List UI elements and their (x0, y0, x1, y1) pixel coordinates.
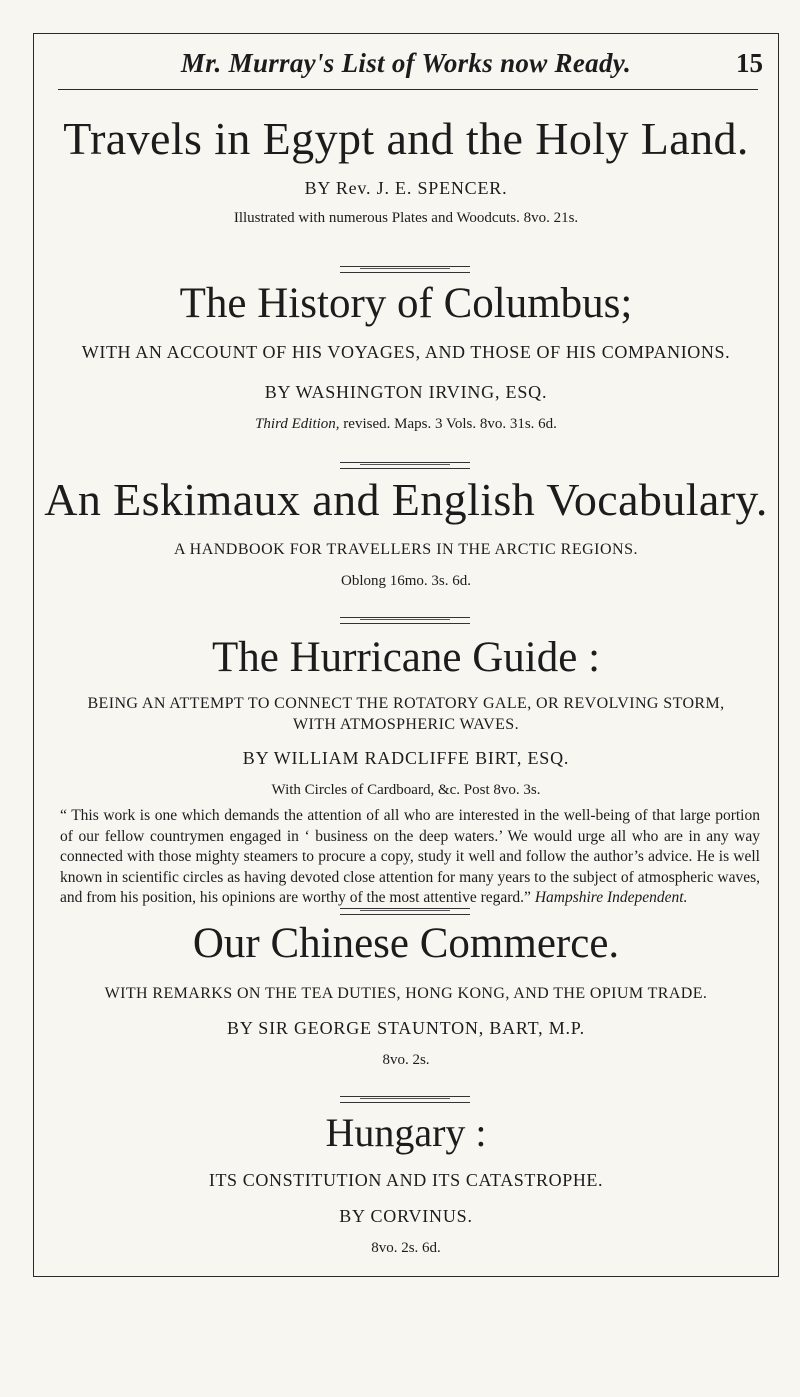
edition-note: Third Edition, (255, 416, 340, 432)
page-number: 15 (736, 48, 763, 78)
running-head (33, 44, 779, 84)
entry-author-staunton: BY SIR GEORGE STAUNTON, BART, M.P. (227, 1018, 585, 1038)
entry-title-chinese-commerce: Our Chinese Commerce. (192, 920, 620, 967)
entry-author-irving: BY WASHINGTON IRVING, ESQ. (264, 382, 548, 402)
details-text: revised. Maps. 3 Vols. 8vo. 31s. 6d. (343, 416, 557, 432)
running-title: Mr. Murray's List of Works now Ready. (180, 48, 632, 78)
entry-details-travels-egypt: Illustrated with numerous Plates and Woodcuts. 8vo. 21s. (233, 210, 579, 226)
header-rule (58, 89, 758, 90)
entry-title-hungary: Hungary : (325, 1110, 487, 1155)
entry-author-corvinus: BY CORVINUS. (339, 1206, 473, 1226)
entry-subtitle-hurricane-1: BEING AN ATTEMPT TO CONNECT THE ROTATORY GALE, OR REVOLVING STORM, (87, 695, 725, 712)
entry-title-columbus: The History of Columbus; (179, 280, 633, 327)
entry-subtitle-chinese-commerce: WITH REMARKS ON THE TEA DUTIES, HONG KONG, AND THE OPIUM TRADE. (104, 985, 708, 1002)
entry-details-hurricane: With Circles of Cardboard, &c. Post 8vo. 3s. (271, 782, 541, 798)
section-divider (340, 617, 470, 624)
entry-title-travels-egypt: Travels in Egypt and the Holy Land. (63, 113, 749, 164)
section-divider (340, 908, 470, 915)
entry-title-hurricane: The Hurricane Guide : (211, 634, 601, 681)
review-text: “ This work is one which demands the attention of all who are interested in the well-being of that large portion of our fellow countrymen engaged in ‘ business on the deep waters.’ We would urge all who are in any way connected with those mighty steamers to procure a copy, study it well and follow the author’s advice. He is well known in scientific circles as having devoted close attention for many years to the subject of atmospheric waves, and from his position, his opinions are worthy of the most attentive regard.” (60, 807, 760, 906)
review-quote (60, 806, 760, 909)
review-source: Hampshire Independent. (534, 889, 688, 906)
entry-subtitle-hurricane-2: WITH ATMOSPHERIC WAVES. (293, 716, 519, 733)
entry-subtitle-columbus: WITH AN ACCOUNT OF HIS VOYAGES, AND THOSE OF HIS COMPANIONS. (81, 342, 731, 362)
entry-author-spencer: BY Rev. J. E. SPENCER. (304, 178, 508, 198)
section-divider (340, 1096, 470, 1103)
entry-author-birt: BY WILLIAM RADCLIFFE BIRT, ESQ. (242, 748, 570, 768)
entry-subtitle-hungary: ITS CONSTITUTION AND ITS CATASTROPHE. (208, 1170, 604, 1190)
entry-subtitle-eskimaux: A HANDBOOK FOR TRAVELLERS IN THE ARCTIC REGIONS. (173, 541, 639, 558)
section-divider (340, 462, 470, 469)
entry-title-eskimaux: An Eskimaux and English Vocabulary. (44, 474, 768, 525)
entry-details-eskimaux: Oblong 16mo. 3s. 6d. (340, 573, 471, 589)
entry-details-chinese-commerce: 8vo. 2s. (382, 1052, 430, 1068)
section-divider (340, 266, 470, 273)
entry-details-hungary: 8vo. 2s. 6d. (371, 1240, 441, 1256)
entry-details-columbus (33, 414, 779, 434)
